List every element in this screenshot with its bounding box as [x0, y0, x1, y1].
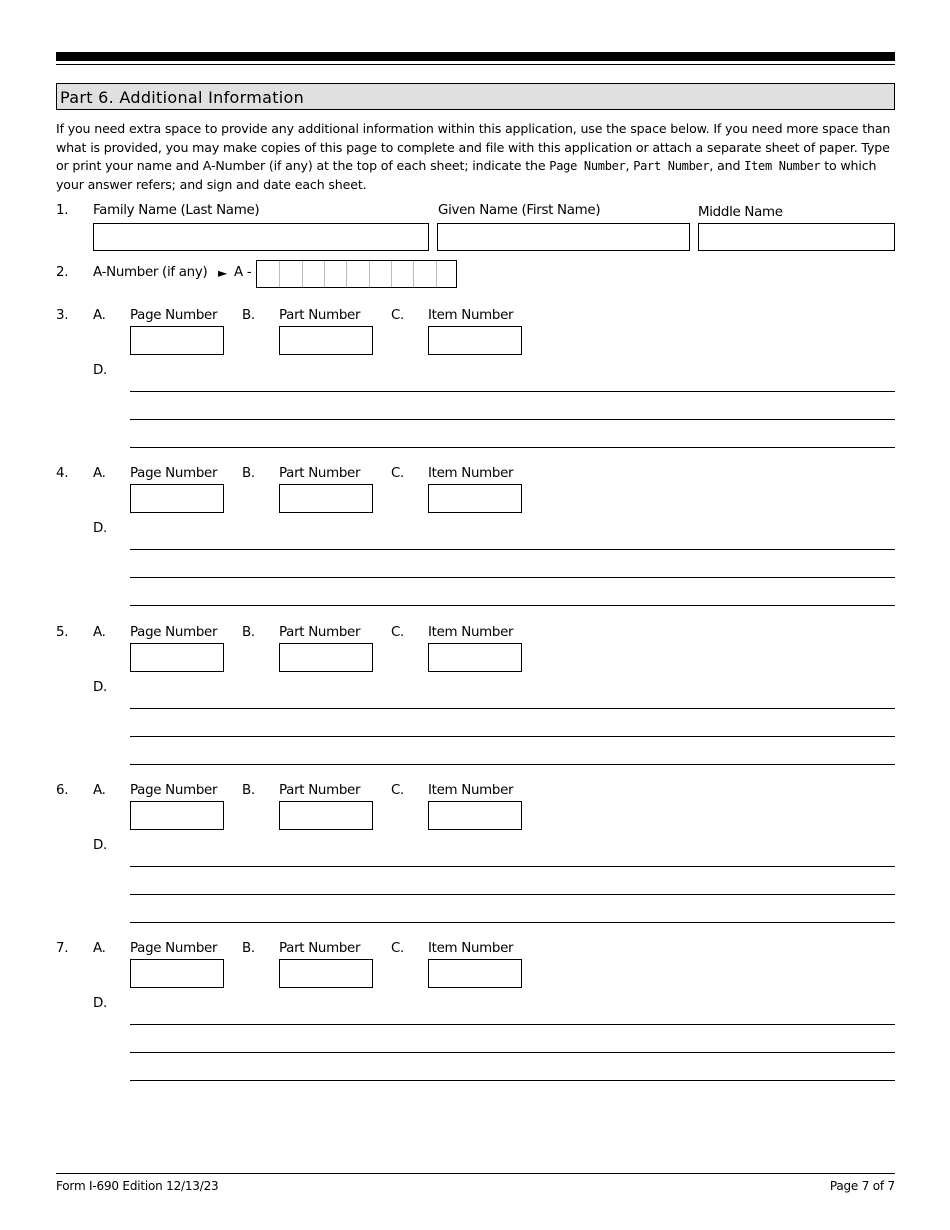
item-number-label: Item Number [428, 308, 514, 323]
family-name-field[interactable] [93, 223, 429, 251]
part-number-label: Part Number [279, 625, 361, 640]
part-number-label: Part Number [279, 466, 361, 481]
a-number-cell-divider [346, 261, 347, 287]
intro-sep-2: , and [709, 158, 745, 173]
part-number-label: Part Number [279, 941, 361, 956]
term-part-number: Part Number [633, 159, 710, 173]
part-number-field[interactable] [279, 484, 373, 513]
entry-number: 7. [56, 941, 69, 956]
part-number-field[interactable] [279, 959, 373, 988]
entry-letter-c: C. [391, 783, 405, 798]
given-name-label: Given Name (First Name) [438, 203, 601, 218]
page-number-field[interactable] [130, 959, 224, 988]
footer-page-number: Page 7 of 7 [829, 1179, 895, 1193]
answer-line[interactable] [130, 447, 895, 448]
answer-line[interactable] [130, 1052, 895, 1053]
footer-form-edition: Form I-690 Edition 12/13/23 [56, 1179, 219, 1193]
intro-text-2: to which your answer refers; and sign and date each sheet. [56, 158, 877, 192]
entry-letter-d: D. [93, 838, 107, 853]
page-number-label: Page Number [130, 941, 218, 956]
item-number-field[interactable] [428, 959, 522, 988]
given-name-field[interactable] [437, 223, 690, 251]
intro-paragraph [56, 120, 895, 194]
footer-rule [56, 1173, 895, 1174]
answer-line[interactable] [130, 391, 895, 392]
item-number-label: Item Number [428, 625, 514, 640]
answer-line[interactable] [130, 1080, 895, 1081]
family-name-label: Family Name (Last Name) [93, 203, 260, 218]
page-number-label: Page Number [130, 308, 218, 323]
page-number-label: Page Number [130, 783, 218, 798]
entry-letter-d: D. [93, 521, 107, 536]
entry-letter-a: A. [93, 308, 106, 323]
a-number-prefix: A - [234, 265, 252, 280]
item-number-field[interactable] [428, 643, 522, 672]
entry-letter-b: B. [242, 308, 255, 323]
intro-text-1: If you need extra space to provide any additional information within this application, use the space below. If you need more space than what is provided, you may make copies of this page to complete and file with this application or attach a separate sheet of paper. Type or print your name and A-Number (if any) at the top of each sheet; indicate the [56, 121, 891, 173]
item-number-field[interactable] [428, 484, 522, 513]
part-number-label: Part Number [279, 783, 361, 798]
answer-line[interactable] [130, 577, 895, 578]
entry-letter-c: C. [391, 466, 405, 481]
entry-letter-d: D. [93, 363, 107, 378]
answer-line[interactable] [130, 922, 895, 923]
entry-number: 6. [56, 783, 69, 798]
answer-line[interactable] [130, 894, 895, 895]
answer-line[interactable] [130, 1024, 895, 1025]
page-number-field[interactable] [130, 484, 224, 513]
a-number-cell-divider [413, 261, 414, 287]
entry-letter-c: C. [391, 941, 405, 956]
a-number-cell-divider [279, 261, 280, 287]
page-number-label: Page Number [130, 466, 218, 481]
entry-letter-b: B. [242, 941, 255, 956]
part-number-field[interactable] [279, 801, 373, 830]
entry-letter-a: A. [93, 941, 106, 956]
item-number-label: Item Number [428, 783, 514, 798]
answer-line[interactable] [130, 549, 895, 550]
top-rule-thin [56, 64, 895, 65]
a-number-cell-divider [302, 261, 303, 287]
page-number-field[interactable] [130, 801, 224, 830]
page-number-field[interactable] [130, 643, 224, 672]
entry-letter-b: B. [242, 466, 255, 481]
answer-line[interactable] [130, 736, 895, 737]
middle-name-label: Middle Name [698, 205, 783, 220]
a-number-cell-divider [324, 261, 325, 287]
answer-line[interactable] [130, 866, 895, 867]
arrow-right-icon: ► [218, 266, 227, 280]
a-number-label: A-Number (if any) [93, 265, 208, 280]
entry-letter-c: C. [391, 625, 405, 640]
a-number-field[interactable] [256, 260, 457, 288]
entry-number: 4. [56, 466, 69, 481]
a-number-cell-divider [391, 261, 392, 287]
entry-letter-d: D. [93, 680, 107, 695]
entry-number: 5. [56, 625, 69, 640]
term-item-number: Item Number [744, 159, 821, 173]
answer-line[interactable] [130, 605, 895, 606]
a-number-cell-divider [369, 261, 370, 287]
entry-letter-a: A. [93, 783, 106, 798]
item-2-number: 2. [56, 265, 69, 280]
entry-letter-b: B. [242, 625, 255, 640]
item-number-label: Item Number [428, 466, 514, 481]
page-number-label: Page Number [130, 625, 218, 640]
part-number-label: Part Number [279, 308, 361, 323]
entry-letter-c: C. [391, 308, 405, 323]
part-number-field[interactable] [279, 326, 373, 355]
entry-number: 3. [56, 308, 69, 323]
answer-line[interactable] [130, 764, 895, 765]
intro-sep-1: , [625, 158, 634, 173]
answer-line[interactable] [130, 419, 895, 420]
term-page-number: Page Number [549, 159, 626, 173]
entry-letter-a: A. [93, 466, 106, 481]
a-number-cell-divider [436, 261, 437, 287]
part-number-field[interactable] [279, 643, 373, 672]
entry-letter-d: D. [93, 996, 107, 1011]
entry-letter-a: A. [93, 625, 106, 640]
page-number-field[interactable] [130, 326, 224, 355]
item-number-field[interactable] [428, 326, 522, 355]
answer-line[interactable] [130, 708, 895, 709]
entry-letter-b: B. [242, 783, 255, 798]
top-rule-thick [56, 52, 895, 61]
item-number-label: Item Number [428, 941, 514, 956]
part-header: Part 6. Additional Information [56, 83, 895, 110]
middle-name-field[interactable] [698, 223, 895, 251]
item-1-number: 1. [56, 203, 69, 218]
item-number-field[interactable] [428, 801, 522, 830]
